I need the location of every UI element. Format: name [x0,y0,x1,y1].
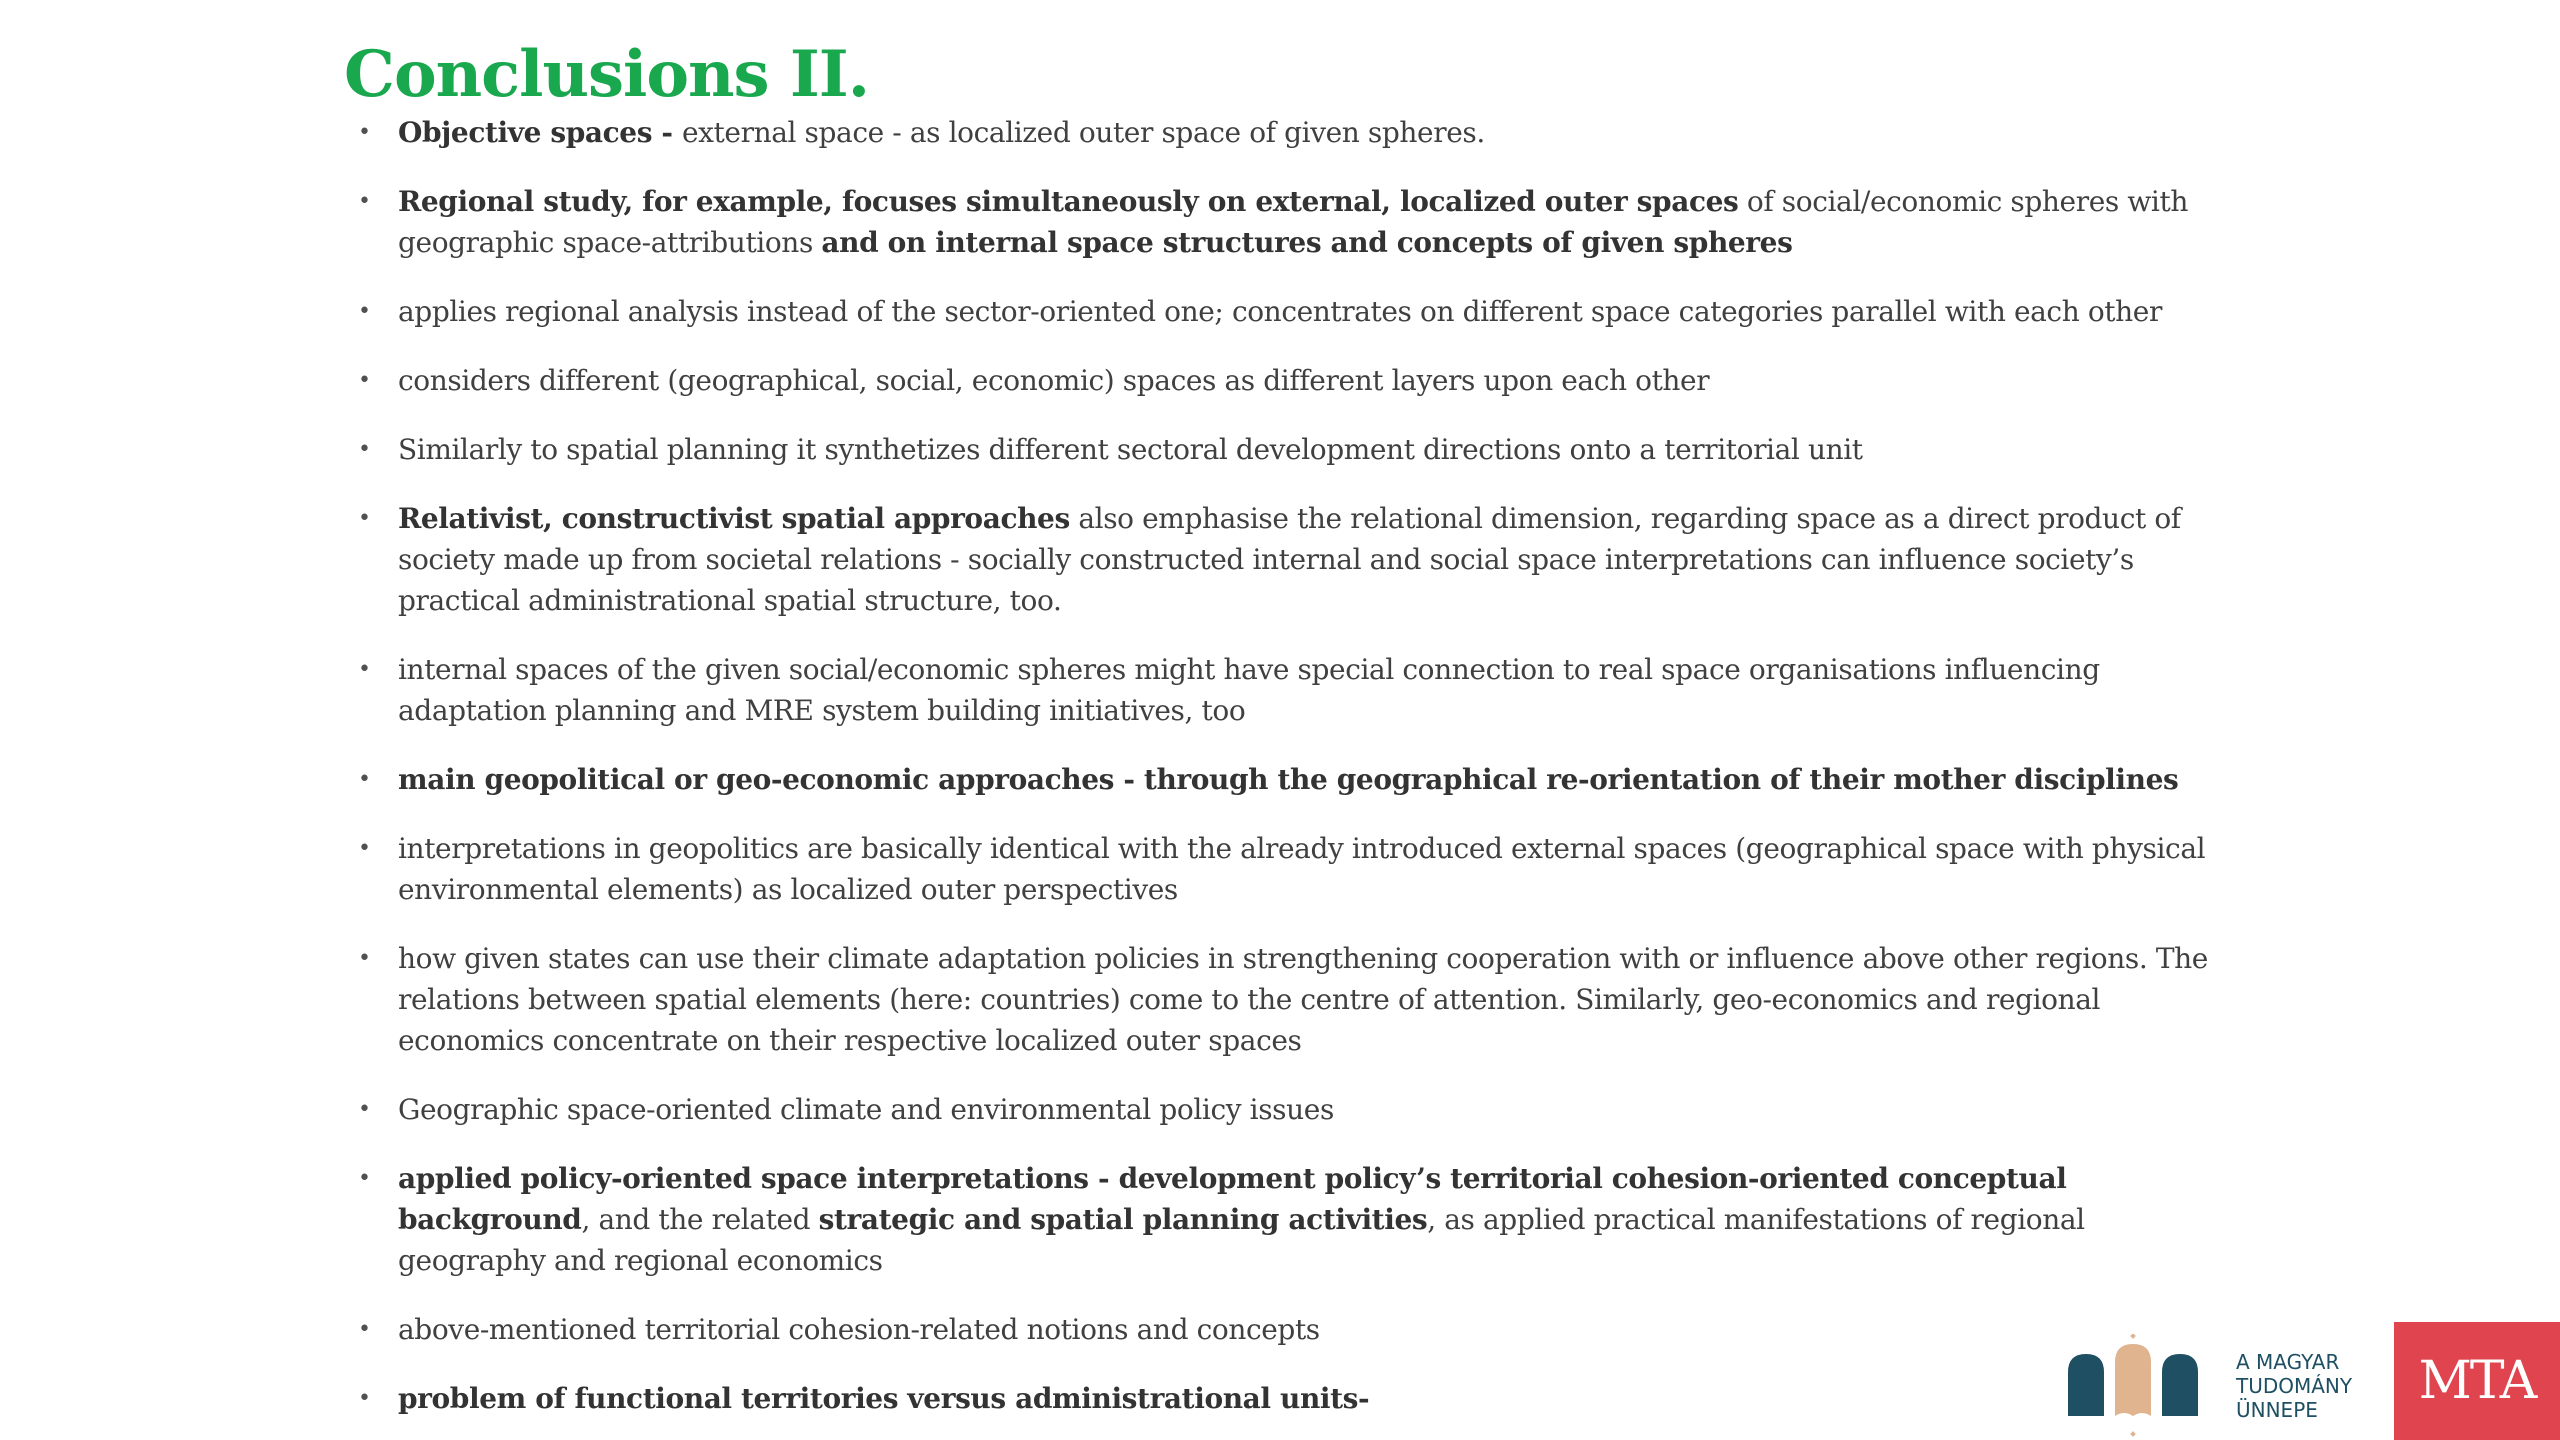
bullet-dot-icon: • [358,657,371,682]
bullet-text-bold: strategic and spatial planning activities [818,1203,1428,1236]
bullet-text: interpretations in geopolitics are basically identical with the already introduced external spaces (geographical space with physical environmental elements) as localized outer perspectives [398,832,2206,906]
slide-title: Conclusions II. [344,37,869,112]
bullet-text-bold: Relativist, constructivist spatial approaches [398,502,1070,535]
bullet-text-bold: main geopolitical or geo-economic approaches - through the geographical re-orientation of their mother disciplines [398,763,2179,796]
bullet-text: Geographic space-oriented climate and environmental policy issues [398,1093,1334,1126]
mta-badge [2394,1322,2560,1440]
bullet-dot-icon: • [358,767,371,792]
arches-icon [2068,1334,2198,1440]
bullet-text-bold: Regional study, for example, focuses simultaneously on external, localized outer spaces [398,185,1739,218]
bullet-dot-icon: • [358,299,371,324]
bullet-text: of social/economic spheres with geographic space-attributions [398,185,2188,259]
mta-badge-label: MTA [2418,1351,2536,1411]
bullet-text-bold: Objective spaces - [398,116,682,149]
bullet-text: Similarly to spatial planning it synthetizes different sectoral development directions onto a territorial unit [398,433,1863,466]
bullet-list [358,112,2218,1419]
bullet-dot-icon: • [358,189,371,214]
event-logo [2068,1330,2378,1440]
bullet-dot-icon: • [358,1317,371,1342]
bullet-text: considers different (geographical, social, economic) spaces as different layers upon each other [398,364,1710,397]
bullet-item [358,360,2218,401]
logo-line-1: A MAGYAR [2236,1350,2340,1374]
bullet-text: above-mentioned territorial cohesion-related notions and concepts [398,1313,1320,1346]
bullet-dot-icon: • [358,1386,371,1411]
bullet-item [358,291,2218,332]
bullet-item [358,1089,2218,1130]
bullet-dot-icon: • [358,1097,371,1122]
bullet-dot-icon: • [358,506,371,531]
bullet-text: how given states can use their climate adaptation policies in strengthening cooperation with or influence above other regions. The relations between spatial elements (here: countries) come to the centre of attention. Similarly, geo-economics and regional economics concentrate on their respective localized outer spaces [398,942,2208,1057]
bullet-text: applies regional analysis instead of the sector-oriented one; concentrates on different space categories parallel with each other [398,295,2162,328]
bullet-item [358,649,2218,731]
bullet-dot-icon: • [358,437,371,462]
bullet-dot-icon: • [358,836,371,861]
bullet-dot-icon: • [358,120,371,145]
logo-line-3: ÜNNEPE [2236,1398,2318,1422]
bullet-item [358,759,2218,800]
bullet-item [358,1378,2218,1419]
bullet-text: , and the related [581,1203,819,1236]
bullet-item [358,498,2218,621]
bullet-item [358,1309,2218,1350]
bullet-item [358,828,2218,910]
bullet-dot-icon: • [358,368,371,393]
bullet-text-bold: and on internal space structures and concepts of given spheres [821,226,1793,259]
bullet-item [358,938,2218,1061]
bullet-text: also emphasise the relational dimension, regarding space as a direct product of society made up from societal relations - socially constructed internal and social space interpretations can influence society’s practical administrational spatial structure, too. [398,502,2181,617]
bullet-text-bold: problem of functional territories versus administrational units- [398,1382,1370,1415]
bullet-text-bold: applied policy-oriented space interpretations - development policy’s territorial cohesion-oriented conceptual background [398,1162,2067,1236]
bullet-item [358,429,2218,470]
bullet-item [358,1158,2218,1281]
logo-line-2: TUDOMÁNY [2236,1374,2353,1398]
bullet-item [358,181,2218,263]
bullet-dot-icon: • [358,1166,371,1191]
bullet-dot-icon: • [358,946,371,971]
logo-text [2236,1350,2352,1422]
bullet-item [358,112,2218,153]
bullet-text: , as applied practical manifestations of regional geography and regional economics [398,1203,2085,1277]
bullet-text: internal spaces of the given social/economic spheres might have special connection to real space organisations influencing adaptation planning and MRE system building initiatives, too [398,653,2100,727]
bullet-text: external space - as localized outer space of given spheres. [682,116,1485,149]
